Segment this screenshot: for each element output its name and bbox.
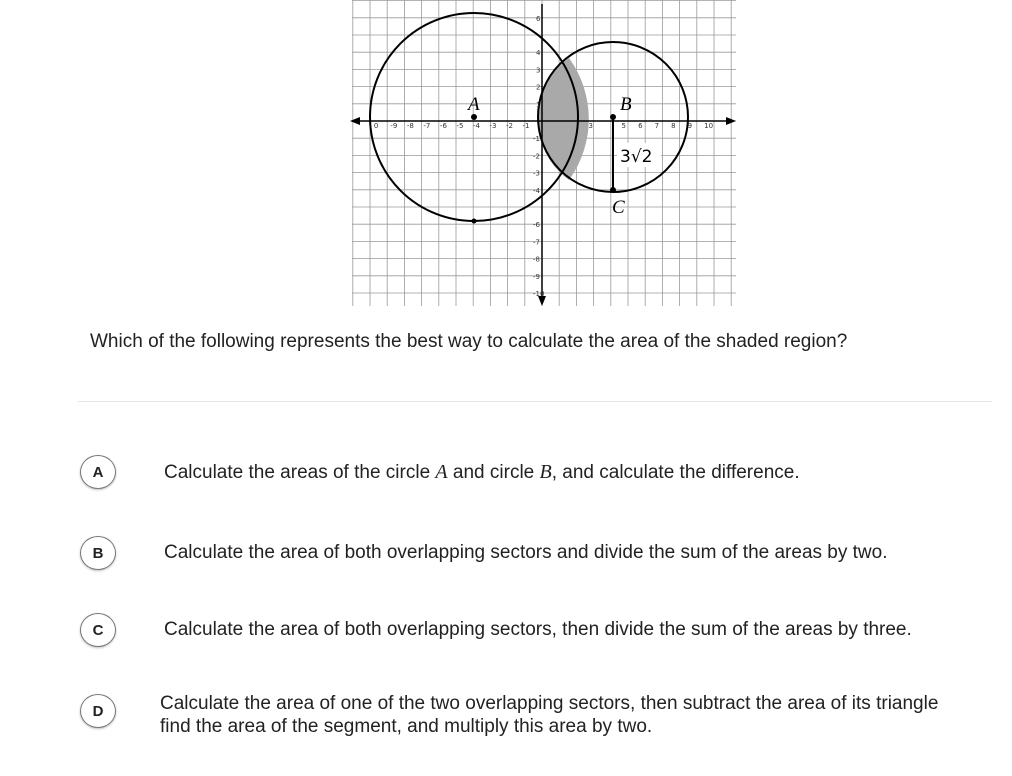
x-tick-label: -5 [456, 122, 464, 130]
x-tick-label: 6 [638, 122, 643, 130]
choice-a-text-before: Calculate the areas of the circle [164, 462, 436, 483]
x-tick-label: 3 [588, 122, 594, 130]
y-tick-label: -8 [533, 255, 540, 264]
x-tick-label: -3 [489, 122, 497, 130]
y-tick-label: 2 [536, 83, 541, 92]
x-tick-label: 0 [373, 122, 379, 130]
y-tick-label: -4 [533, 186, 540, 195]
y-tick-label: 3 [536, 66, 541, 75]
choice-a-math-b: B [539, 461, 552, 483]
x-tick-label: 8 [671, 122, 676, 130]
choice-d-letter[interactable]: D [80, 694, 116, 728]
x-tick-label: -1 [522, 122, 530, 130]
label-b: B [620, 94, 632, 115]
choice-d-line-1: Calculate the area of one of the two overlapping sectors, then subtract the area of its triangle [160, 693, 939, 714]
divider [78, 401, 992, 402]
x-tick-label: 10 [704, 122, 714, 130]
x-tick-label: -8 [406, 122, 414, 130]
y-tick-label: -1 [533, 135, 540, 144]
bottom-point-dot [472, 219, 477, 224]
x-tick-label: -9 [390, 122, 398, 130]
choice-c-letter[interactable]: C [80, 613, 116, 647]
shaded-region [538, 58, 589, 180]
point-c-dot [610, 187, 616, 193]
choice-b-text[interactable]: Calculate the area of both overlapping sectors and divide the sum of the areas by two. [164, 542, 888, 563]
choice-d-line-2: find the area of the segment, and multiply this area by two. [160, 716, 653, 737]
x-tick-label: -6 [439, 122, 447, 130]
question-text: Which of the following represents the best way to calculate the area of the shaded region? [90, 331, 848, 352]
radius-label: 3√2 [620, 147, 653, 167]
y-tick-label: -2 [533, 152, 540, 161]
x-tick-label: 7 [654, 122, 660, 130]
x-tick-label: -2 [505, 122, 513, 130]
y-tick-label: 4 [536, 49, 541, 58]
x-tick-label: -7 [423, 122, 431, 130]
y-tick-label: -6 [533, 221, 540, 230]
y-tick-label: 1 [536, 100, 541, 109]
y-tick-label: -9 [533, 272, 540, 281]
y-tick-label: 6 [536, 14, 541, 23]
choice-d-text[interactable] [160, 692, 938, 738]
y-tick-label: -3 [533, 169, 540, 178]
choice-c-text[interactable]: Calculate the area of both overlapping sectors, then divide the sum of the areas by three. [164, 619, 912, 640]
label-a: A [468, 94, 480, 115]
x-tick-label: -4 [472, 122, 480, 130]
choice-a-text[interactable] [164, 461, 800, 484]
point-b-dot [610, 114, 616, 120]
label-c: C [612, 197, 625, 218]
choice-a-math-a: A [435, 461, 448, 483]
y-tick-label: -10 [533, 290, 545, 298]
y-tick-label: -7 [533, 238, 540, 247]
x-tick-label: 5 [621, 122, 627, 130]
choice-a-text-after: , and calculate the difference. [551, 462, 800, 483]
x-axis-arrow-left [350, 117, 360, 125]
coordinate-plane-figure [340, 0, 740, 312]
choice-a-text-mid: and circle [447, 462, 540, 483]
choice-a-letter[interactable]: A [80, 455, 116, 489]
x-tick-label: 9 [687, 122, 693, 130]
choice-b-letter[interactable]: B [80, 536, 116, 570]
